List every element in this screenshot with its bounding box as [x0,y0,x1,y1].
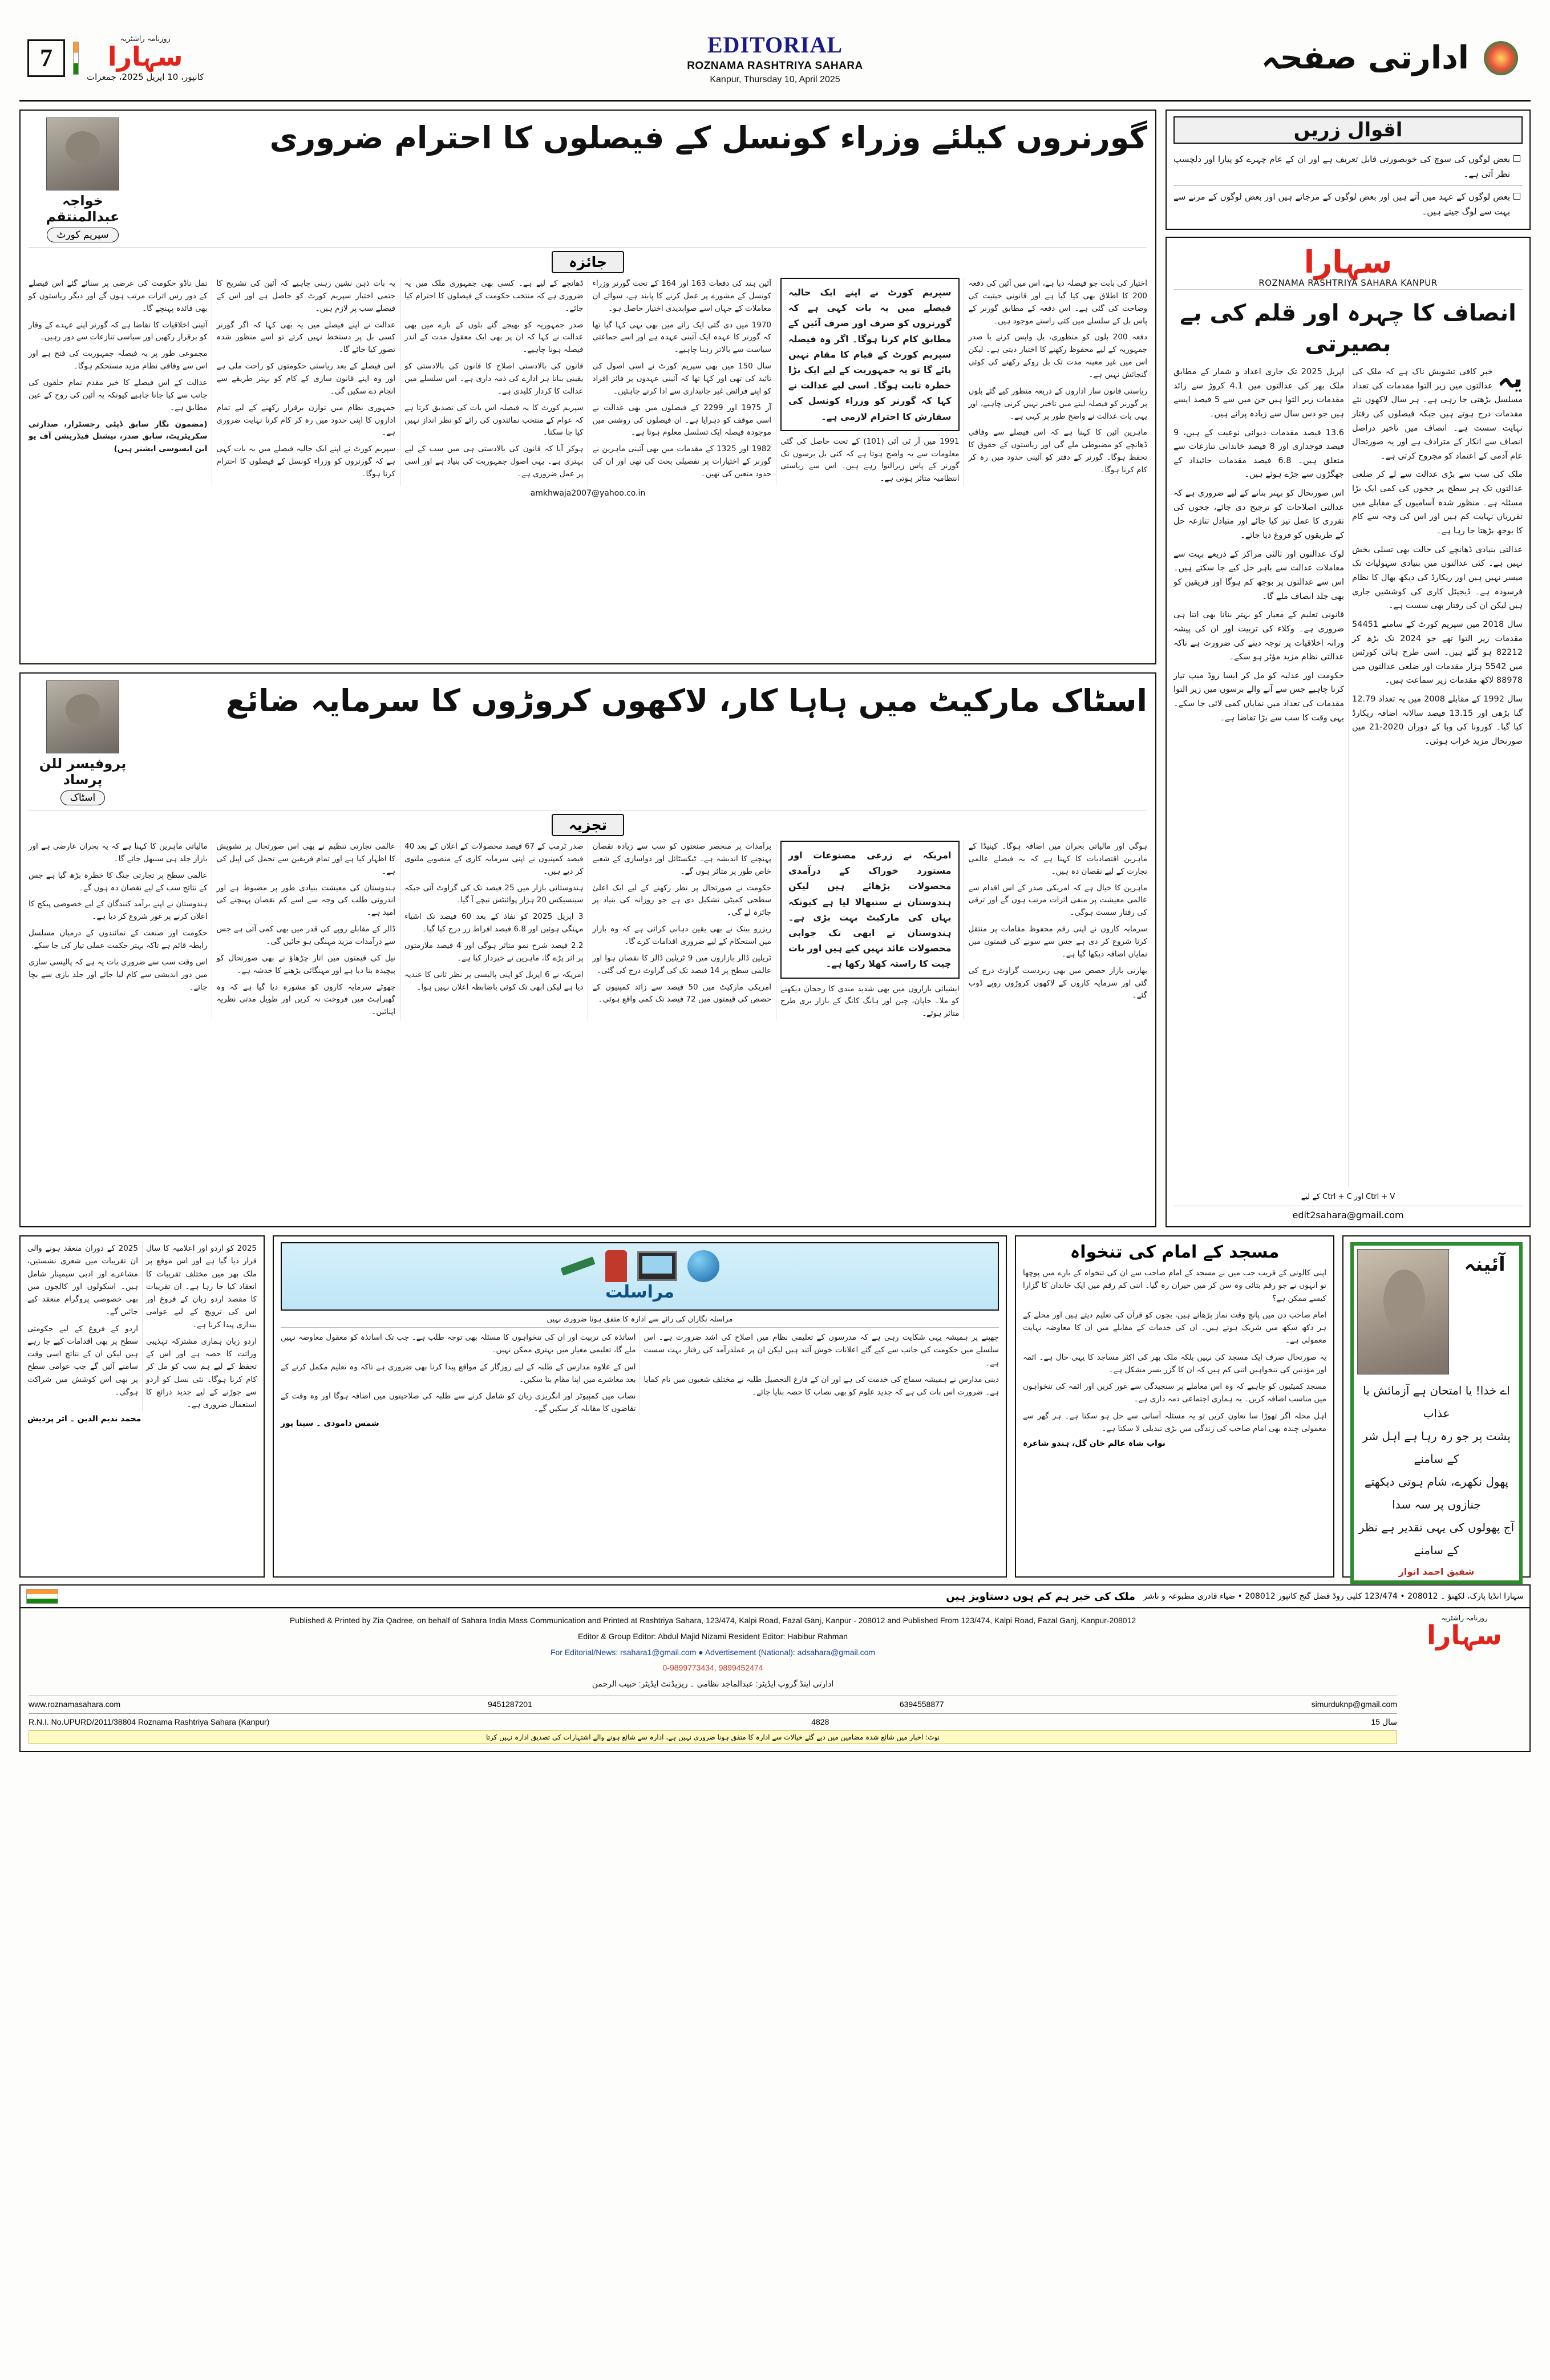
colophon-main [29,1614,1397,1744]
colophon-year: 15 سال [1371,1717,1397,1726]
author-photo [46,117,119,190]
mosque-para: اپنی کالونی کے قریب جب میں نے مسجد کے امام صاحب سے ان کی تنخواہ کے بارے میں پوچھا تو انہوں نے جو رقم بتائی وہ سن کر میں حیران رہ گیا۔ اتنی کم رقم میں ایک خاندان کا گزارا کیسے ممکن ہے؟ [1023,1268,1326,1303]
article2-para: ماہرین کا خیال ہے کہ امریکی صدر کے اس اقدام سے عالمی معیشت پر منفی اثرات مرتب ہوں گے اور ترقی کی رفتار سست ہوگی۔ [968,883,1147,918]
article1-para: دفعہ 200 بلوں کو منظوری، بل واپس کرنے یا صدر جمہوریہ کے لیے محفوظ رکھنے کا اختیار دیتی ہے۔ لیکن اس میں غیر معینہ مدت تک بل روکے رکھنے کی کوئی گنجائش نہیں ہے۔ [968,333,1147,380]
editorial-brand-sub: ROZNAMA RASHTRIYA SAHARA KANPUR [1258,278,1438,288]
footer-address: سہارا انڈیا پارک، لکھنؤ ۔ 208012 • 123/474 کلپی روڈ فضل گنج کانپور 208012 • ضیاء قادری مطبوعہ و ناشر [1143,1592,1524,1601]
author-tag: اسٹاک [60,790,106,805]
article1-para: 1982 اور 1325 کے مقدمات میں بھی آئینی ماہرین نے گورنر کے اختیارات پر تفصیلی بحث کی تھی اور ان کی حدود متعین کی تھیں۔ [592,444,772,479]
colophon-logo-urdu: سہارا [1427,1620,1502,1651]
article1-para: مجموعی طور پر یہ فیصلہ جمہوریت کی فتح ہے اور اس سے وفاقی نظام مزید مستحکم ہوگا۔ [29,349,208,371]
masthead-date: کانپور، 10 اپریل 2025، جمعرات [87,72,204,82]
editorial-para [1352,365,1523,463]
article2-para: چھوٹے سرمایہ کاروں کو مشورہ دیا گیا ہے کہ وہ گھبراہٹ میں فروخت نہ کریں اور طویل مدتی نظریہ اپنائیں۔ [216,982,395,1017]
aaina-poem [1357,1379,1516,1562]
article1-para: ماہرین آئین کا کہنا ہے کہ اس فیصلے سے وفاقی ڈھانچے کو مضبوطی ملے گی اور ریاستوں کے حقوق کا تحفظ ہوگا۔ گورنر کے دفتر کو آئینی حدود میں رہ کر کام کرنا ہوگا۔ [968,428,1147,475]
editorial-box [1165,237,1531,1227]
article2-para: عالمی تجارتی تنظیم نے بھی اس صورتحال پر تشویش کا اظہار کیا ہے اور تمام فریقین سے تحمل کی اپیل کی ہے۔ [216,842,395,876]
editorial-para: اپریل 2025 تک جاری اعداد و شمار کے مطابق ملک بھر کی عدالتوں میں 4.1 کروڑ سے زائد مقدمات زیر التوا ہیں جن میں سے 5 فیصد ایسے ہیں جو دس سال سے زیادہ پرانے ہیں۔ [1173,367,1344,419]
editorial-shortcut-note: Ctrl + V اور Ctrl + C کے لیے [1301,1193,1395,1201]
footer-slogan: ملک کی خبر ہم کم ہوں دستاویز ہیں [946,1590,1135,1603]
article1-credit: (مضمون نگار سابق ڈپٹی رجسٹرار، صدارتی سکریٹریٹ، سابق صدر، نیشنل فیڈریشن آف یو این ایسوسی ایشنز ہیں) [29,419,208,454]
colophon-issue: 4828 [811,1717,829,1727]
footer-strip [19,1584,1531,1608]
article1-para: یہ بات ذہن نشین رہنی چاہیے کہ آئین کی تشریح کا حتمی اختیار سپریم کورٹ کو حاصل ہے اور اس کے فیصلے سب پر لازم ہیں۔ [216,279,395,313]
letter-para: چھپنے پر ہمیشہ یہی شکایت رہی ہے کہ مدرسوں کے تعلیمی نظام میں اصلاح کی اشد ضرورت ہے۔ اس سلسلے میں حکومت کی جانب سے کیے گئے اعلانات خوش آئند ہیں لیکن ان پر عملدرآمد کی رفتار بہت سست ہے۔ [644,1333,999,1368]
article1-para: سال 150 میں بھی سپریم کورٹ نے اسی اصول کی تائید کی تھی اور کہا تھا کہ آئینی عہدوں پر فائز افراد کو اپنے فرائض غیر جانبداری سے ادا کرنے چاہئیں۔ [592,362,771,396]
colophon-rni-row [29,1696,1397,1709]
editorial-dropcap: یہ [1497,363,1523,394]
editorial-para: قانونی تعلیم کے معیار کو بہتر بنانا بھی اتنا ہی ضروری ہے۔ وکلاء کی تربیت اور ان کی پیشہ ورانہ اخلاقیات پر توجہ دینے کی ضرورت ہے تاکہ عدالتی نظام مزید مؤثر ہو سکے۔ [1173,610,1344,662]
editorial-para-text: خبر کافی تشویش ناک ہے کہ ملک کی عدالتوں میں زیر التوا مقدمات کی تعداد مسلسل بڑھتی جا رہی ہے۔ ہر سال لاکھوں نئے مقدمات درج ہوتے ہیں جبکہ فیصلوں کی رفتار نہایت سست ہے۔ انصاف میں تاخیر دراصل انصاف سے انکار کے مترادف ہے اور یہ صورتحال عام آدمی کے اعتماد کو مجروح کرتی ہے۔ [1352,367,1523,461]
editorial-para: حکومت اور عدلیہ کو مل کر ایسا روڈ میپ تیار کرنا چاہیے جس سے آنے والے برسوں میں زیر التوا مقدمات کی تعداد میں نمایاں کمی لائی جا سکے۔ یہی وقت کا سب سے بڑا تقاضا ہے۔ [1173,671,1344,723]
mosque-body [1023,1267,1326,1435]
letters-icons [286,1250,993,1282]
divider [281,1327,999,1328]
colophon-logo [1407,1614,1521,1651]
quotes-box [1165,110,1531,230]
editorial-title: EDITORIAL [707,31,843,58]
aaina-frame [1350,1242,1523,1584]
article2-para: 3 اپریل 2025 کو نفاذ کے بعد 60 فیصد تک اشیاء مہنگی ہوئیں اور 6.8 فیصد افراط زر درج کیا گیا۔ [404,912,584,934]
aaina-title: آئینہ [1464,1253,1506,1276]
article2-para: سرمایہ کاروں نے اپنی رقم محفوظ مقامات پر منتقل کرنا شروع کر دی ہے جس سے سونے کی قیمتوں میں نمایاں اضافہ دیکھا گیا ہے۔ [968,925,1147,959]
mosque-signature: نواب شاہ عالم خان گل، ہندو شاعرہ [1023,1439,1165,1449]
author-name: خواجہ عبدالمنتقم [46,193,120,225]
article1-para: آر 1975 اور 2299 کے فیصلوں میں بھی عدالت نے اسی موقف کو دہرایا ہے۔ ان فیصلوں کی روشنی میں موجودہ فیصلہ ایک تسلسل معلوم ہوتا ہے۔ [592,403,772,437]
article2-author [29,680,137,805]
article1-author [29,117,137,242]
article-stockmarket [19,672,1156,1227]
editorial-brand-urdu: سہارا [1304,244,1393,280]
masthead-logo-urdu: سہارا [107,41,183,72]
poem-line: آج پھولوں کی یہی تقدیر ہے نظر کے سامنے [1358,1521,1515,1557]
colophon-disclaimer: نوٹ: اخبار میں شائع شدہ مضامین میں دیے گئے خیالات سے ادارہ کا متفق ہونا ضروری نہیں ہے، ادارہ سے شائع ہونے والے اشتہارات کی تصدیق ادارہ نہیں کرتا [29,1730,1397,1744]
article2-para: عالمی سطح پر تجارتی جنگ کا خطرہ بڑھ گیا ہے جس کے نتائج سب کے لیے نقصان دہ ہوں گے۔ [29,870,208,893]
article1-para: ڈھانچے کے لیے ہے۔ کسی بھی جمہوری ملک میں یہ ضروری ہے کہ منتخب حکومت کے فیصلوں کا احترام کیا جائے۔ [404,279,584,313]
poetry-signature: محمد ندیم الدین ۔ اتر پردیش [27,1414,141,1424]
author-photo [46,680,119,753]
flag-icon [73,42,79,75]
article1-para: اختیار کی بابت جو فیصلہ دیا ہے، اس میں آئین کی دفعہ 200 کا اطلاق بھی کیا گیا ہے اور قانونی حیثیت کی وضاحت کی گئی ہے۔ اس دفعہ کے مطابق گورنر کے پاس بل کے سلسلے میں کئی راستے موجود ہیں۔ [968,279,1147,326]
letters-column [273,1235,1007,1578]
aaina-author: شفیق احمد انوار [1398,1566,1475,1577]
masthead-logo [87,34,204,82]
article1-para: سپریم کورٹ نے اپنے ایک حالیہ فیصلے میں یہ بات کہی ہے کہ گورنروں کو وزراء کونسل کے فیصلوں کا احترام کرنا ہوگا۔ [216,444,395,479]
masthead [19,16,1531,102]
article2-para: ریزرو بینک نے بھی یقین دہانی کرائی ہے کہ وہ بازار میں استحکام کے لیے ضروری اقدامات کرے گا۔ [592,925,771,947]
article1-body [29,278,1147,485]
colophon-rni: R.N.I. No.UPURD/2011/38804 Roznama Rashtriya Sahara (Kanpur) [29,1717,270,1727]
poem-line: اے خدا! یا امتحان ہے آزمائش یا عذاب [1363,1384,1510,1420]
article1-para: سپریم کورٹ کا یہ فیصلہ اس بات کی تصدیق کرتا ہے کہ عوام کے منتخب نمائندوں کی رائے کو نظر انداز نہیں کیا جا سکتا۔ [404,403,584,437]
monitor-icon [637,1251,677,1281]
article2-para: بھارتی بازار حصص میں بھی زبردست گراوٹ درج کی گئی اور سرمایہ کاروں کے لاکھوں کروڑوں روپے ڈوب گئے۔ [968,966,1147,1000]
sunburst-icon [1484,41,1518,75]
article1-para: عدالت کے اس فیصلے کا خیر مقدم تمام حلقوں کی جانب سے کیا جانا چاہیے کیونکہ یہ آئین کی روح کے عین مطابق ہے۔ [29,378,208,412]
masthead-logo-sub: روزنامہ راشٹریہ [120,35,171,43]
editorial-para: سال 1992 کے مقابلے 2008 میں یہ تعداد 12.79 گنا بڑھی اور 13.15 فیصد سالانہ اضافہ ریکارڈ کیا گیا۔ کورونا کی وبا کے دوران 2020-21 میں صورتحال مزید خراب ہوئی۔ [1352,695,1523,747]
editorial-para: ملک کی سب سے بڑی عدالت سے لے کر ضلعی عدالتوں تک ہر سطح پر ججوں کی کمی ایک بڑا مسئلہ ہے۔ منظور شدہ آسامیوں کے مقابلے میں تقرریاں نہایت کم ہیں اور اس کی وجہ سے کام کا بوجھ بڑھتا جا رہا ہے۔ [1352,470,1523,536]
editorial-headline: انصاف کا چہرہ اور قلم کی بے بصیرتی [1180,300,1516,357]
mosque-para: امام صاحب دن میں پانچ وقت نماز پڑھاتے ہیں، بچوں کو قرآن کی تعلیم دیتے ہیں اور محلے کے ہر دکھ سکھ میں شریک ہوتے ہیں۔ ان کی خدمات کے مقابلے میں ان کا معاوضہ نہایت معمولی ہے۔ [1023,1310,1326,1345]
letters-signature: شمس دامودی ۔ سیتا پور [281,1418,379,1428]
article2-category: تجزیہ [552,814,624,836]
page-number: 7 [27,39,65,77]
article2-para: حکومت اور صنعت کے نمائندوں کے درمیان مسلسل رابطہ قائم ہے تاکہ بہتر حکمت عملی تیار کی جا سکے. [29,929,208,951]
article2-para: حکومت نے صورتحال پر نظر رکھنے کے لیے ایک اعلیٰ سطحی کمیٹی تشکیل دی ہے جو روزانہ کی بنیاد پر جائزہ لے گی۔ [592,883,771,918]
poetry-para: اردو کے فروغ کے لیے حکومتی سطح پر بھی اقدامات کیے جا رہے ہیں لیکن ان کے نتائج اسی وقت سامنے آئیں گے جب عوامی سطح پر بھی اس کوشش میں شراکت ہوگی۔ [27,1324,138,1397]
article2-para: ہندوستان کی معیشت بنیادی طور پر مضبوط ہے اور اندرونی طلب کی وجہ سے اسے کم نقصان پہنچنے کی امید ہے۔ [216,883,395,918]
article2-para: ایشیائی بازاروں میں بھی شدید مندی کا رجحان دیکھنے کو ملا۔ جاپان، چین اور ہانگ کانگ کے بازار بری طرح متاثر ہوئے۔ [780,984,960,1019]
poem-line: پھول نکھرے، شام ہوتی دیکھتے جنازوں پر سہ سدا [1364,1475,1509,1511]
colophon-editors: Editor & Group Editor: Abdul Majid Nizami Resident Editor: Habibur Rahman [577,1631,848,1641]
article2-para: برآمدات پر منحصر صنعتوں کو سب سے زیادہ نقصان پہنچنے کا اندیشہ ہے۔ ٹیکسٹائل اور دواسازی کے شعبے خاص طور پر متاثر ہوں گے۔ [592,842,771,876]
letter-para: نصاب میں کمپیوٹر اور انگریزی زبان کو شامل کرنے سے طلبہ کی صلاحیتوں میں اضافہ ہوگا اور وہ وقت کے تقاضوں کا مقابلہ کر سکیں گے۔ [281,1392,636,1414]
masthead-center [339,31,1211,85]
article1-email[interactable]: amkhwaja2007@yahoo.co.in [530,489,646,498]
article2-header [29,680,1147,810]
article2-title: اسٹاک مارکیٹ میں ہاہا کار، لاکھوں کروڑوں کا سرمایہ ضائع [225,683,1147,719]
article2-para: تیل کی قیمتوں میں اتار چڑھاؤ نے بھی صورتحال کو پیچیدہ بنا دیا ہے اور مہنگائی بڑھنے کا خدشہ ہے۔ [216,953,395,975]
editorial-brand [1173,244,1523,290]
article2-para: ڈالر کے مقابلے روپے کی قدر میں بھی کمی آئی ہے جس سے درآمدات مزید مہنگی ہو جائیں گی۔ [216,925,395,947]
article1-pullquote: سپریم کورٹ نے اپنے ایک حالیہ فیصلے میں یہ بات کہی ہے کہ گورنروں کو صرف اور صرف آئین کے مطابق کام کرنا ہوگا۔ اگر وہ فیصلہ سپریم کورٹ کے قیام کا مقام نہیں پائے گا تو یہ جمہوریت کے لیے ایک بڑا خطرہ ثابت ہوگا۔ اسی لیے عدالت نے کہا کہ گورنر کو وزراء کونسل کی سفارش کا احترام لازمی ہے۔ [780,278,960,431]
author-tag: سپریم کورٹ [47,228,118,242]
article2-para: ہندوستان نے اپنے برآمد کنندگان کے لیے خصوصی پیکج کا اعلان کرنے پر غور شروع کر دیا ہے۔ [29,899,208,922]
left-zone [19,110,1156,1227]
aaina-column [1342,1235,1531,1578]
postbox-icon [605,1250,627,1282]
article2-para: امریکہ نے 6 اپریل کو اپنی پالیسی پر نظر ثانی کا عندیہ دیا ہے لیکن ابھی تک کوئی باضابطہ اعلان نہیں ہوا۔ [404,970,584,992]
colophon-website[interactable]: www.roznamasahara.com [29,1699,121,1709]
article2-para: امریکی مارکیٹ میں 50 فیصد سے زائد کمپنیوں کے حصص کی قیمتوں میں 72 فیصد تک کمی واقع ہوئی۔ [592,982,771,1004]
poetry-para: 2025 کے دوران منعقد ہونے والی ان تقریبات میں شعری نشستیں، مشاعرے اور ادبی سیمینار شامل ہیں۔ اسکولوں اور کالجوں میں بھی خصوصی پروگرام منعقد کیے جائیں گے۔ [27,1244,138,1317]
letters-banner-title: مراسلت [605,1282,675,1302]
article1-para: آئین ہند کی دفعات 163 اور 164 کے تحت گورنر وزراء کونسل کے مشورے پر عمل کرنے کا پابند ہے، سوائے ان معاملات کے جہاں اسے صوابدیدی اختیار حاصل ہو۔ [592,279,772,313]
quote-item: بعض لوگوں کی سوچ کی خوبصورتی قابل تعریف ہے اور ان کے عام چہرے کو پیارا اور دلچسپ نظر آتی ہے۔ [1173,148,1523,186]
article1-para: آئینی اخلاقیات کا تقاضا ہے کہ گورنر اپنے عہدے کے وقار کو برقرار رکھیں اور سیاسی تنازعات سے دور رہیں۔ [29,320,208,342]
article1-category: جائزہ [552,251,624,273]
article1-para: تمل ناڈو حکومت کی عرضی پر سنائے گئے اس فیصلے کے دور رس اثرات مرتب ہوں گے اور دیگر ریاستوں کو بھی فائدہ پہنچے گا۔ [29,279,208,313]
right-rail [1165,110,1531,1227]
editorial-email[interactable]: edit2sahara@gmail.com [1173,1206,1523,1221]
flag-icon [26,1589,58,1604]
globe-icon [687,1250,719,1282]
article1-para: ریاستی قانون ساز اداروں کے ذریعہ منظور کیے گئے بلوں پر گورنر کو فیصلہ لینے میں تاخیر نہیں کرنی چاہیے، اور یہی بات عدالت نے واضح طور پر کہی ہے۔ [968,386,1147,421]
body-grid [19,110,1531,1227]
article1-para: جمہوری نظام میں توازن برقرار رکھنے کے لیے تمام اداروں کا اپنی حدود میں رہ کر کام کرنا نہایت ضروری ہے۔ [216,403,395,437]
pen-icon [560,1256,595,1276]
article2-para: مالیاتی ماہرین کا کہنا ہے کہ یہ بحران عارضی ہے اور بازار جلد ہی سنبھل جائے گا۔ [29,842,208,863]
article2-para: صدر ٹرمپ کے 67 فیصد محصولات کے اعلان کے بعد 40 فیصد کمپنیوں نے اپنی سرمایہ کاری کے منصوبے ملتوی کر دیے ہیں۔ [404,842,584,876]
poetry-body [27,1242,257,1411]
aaina-photo [1357,1249,1449,1375]
article1-para: اس فیصلے کے بعد ریاستی حکومتوں کو راحت ملی ہے اور وہ اپنے قانون سازی کے کام کو بہتر طریقے سے انجام دے سکیں گی۔ [216,362,395,396]
colophon-published: Published & Printed by Zia Qadree, on behalf of Sahara India Mass Communication and Printed at Rashtriya Sahara, 123/474, Kalpi Road, Fazal Ganj, Kanpur - 208012 and Published From 123/474, Kalpi Road, Fazal Ganj, Kanpur-208012 [289,1616,1136,1625]
poetry-para: اردو زبان ہماری مشترکہ تہذیبی وراثت کا حصہ ہے اور اس کے تحفظ کے لیے ہم سب کو مل کر کام کرنا ہوگا۔ نئی نسل کو اردو سے جوڑنے کے لیے جدید ذرائع کا استعمال ضروری ہے۔ [146,1336,257,1410]
editorial-para: سال 2018 میں سپریم کورٹ کے سامنے 54451 مقدمات زیر التوا تھے جو 2024 تک بڑھ کر 82212 ہو گئے ہیں۔ اسی طرح ہائی کورٹس میں 5542 ہزار مقدمات اور ضلعی عدالتوں میں 88978 لاکھ مقدمات زیر سماعت ہیں۔ [1352,619,1523,686]
article1-header [29,117,1147,248]
poetry-para: 2025 کو اردو اور اعلامیہ کا سال قرار دیا گیا ہے اور اس موقع پر ملک بھر میں مختلف تقریبات کا انعقاد کیا جا رہا ہے۔ ان تقریبات کا مقصد اردو زبان کے فروغ اور اس کی ترویج کے لیے عوامی بیداری پیدا کرنا ہے۔ [146,1244,257,1329]
editorial-para: اس صورتحال کو بہتر بنانے کے لیے ضروری ہے کہ عدالتی اصلاحات کو ترجیح دی جائے، ججوں کی تقرری کا عمل تیز کیا جائے اور متبادل تنازعہ حل کے طریقوں کو فروغ دیا جائے۔ [1173,489,1344,541]
article1-para: 1991 میں آر ٹی آئی (101) کے تحت حاصل کی گئی معلومات سے یہ واضح ہوتا ہے کہ کئی بل برسوں تک گورنر کے پاس زیرالتوا رہے ہیں۔ اس سے ریاستی انتظامیہ متاثر ہوتی ہے۔ [780,436,960,484]
article1-title: گورنروں کیلئے وزراء کونسل کے فیصلوں کا احترام ضروری [269,120,1147,156]
mosque-column [1015,1235,1334,1578]
mosque-title: مسجد کے امام کی تنخواہ [1070,1242,1280,1262]
article2-para: ہندوستانی بازار میں 25 فیصد تک کی گراوٹ آئی جبکہ سینسیکس 20 ہزار پوائنٹس نیچے آ گیا۔ [404,883,584,905]
colophon-urdu-names: ادارتی اینڈ گروپ ایڈیٹر: عبدالماجد نظامی ۔ ریزیڈنٹ ایڈیٹر: حبیب الرحمن [592,1679,834,1689]
urdu-section-title: ادارتی صفحہ [1261,39,1469,76]
article2-pullquote: امریکہ نے زرعی مصنوعات اور مستورد خوراک کے درآمدی محصولات بڑھائے ہیں لیکن ہندوستان نے سنبھالا لیا ہے کیونکہ یہاں کی مارکیٹ بہت بڑی ہے۔ ہندوستان نے ابھی تک جوابی محصولات عائد نہیں کیے ہیں اور بات چیت کا راستہ کھلا رکھا ہے۔ [780,841,960,979]
colophon-phone3: 6394558877 [899,1699,944,1709]
poem-line: پشت پر جو رہ رہا ہے اہل شر کے سامنے [1362,1429,1511,1466]
letters-note: مراسلہ نگاران کی رائے سے ادارہ کا متفق ہونا ضروری نہیں [547,1315,733,1324]
article1-para: عدالت نے اپنے فیصلے میں یہ بھی کہا کہ اگر گورنر کسی بل پر دستخط نہیں کرتے تو اسے منظور شدہ تصور کیا جائے گا۔ [216,320,395,355]
author-name: پروفیسر للن پرساد [39,756,127,788]
masthead-left [19,34,339,82]
editorial-body [1173,365,1523,1187]
editorial-dateline: Kanpur, Thursday 10, April 2025 [710,74,840,84]
editorial-para: لوک عدالتوں اور ثالثی مراکز کے ذریعے بہت سے معاملات عدالت سے باہر حل کیے جا سکتے ہیں۔ اس سے عدالتوں پر بوجھ کم ہوگا اور فریقین کو بھی جلد انصاف ملے گا۔ [1173,549,1344,601]
letter-para: اس کے علاوہ مدارس کے طلبہ کے لیے روزگار کے مواقع پیدا کرنا بھی ضروری ہے تاکہ وہ تعلیم مکمل کرنے کے بعد معاشرے میں اپنا مقام بنا سکیں۔ [281,1362,636,1384]
editorial-subtitle: ROZNAMA RASHTRIYA SAHARA [687,59,863,72]
letter-para: دینی مدارس نے ہمیشہ سماج کی خدمت کی ہے اور ان کے فارغ التحصیل طلبہ نے مختلف شعبوں میں نام کمایا ہے۔ ضرورت اس بات کی ہے کہ جدید علوم کو بھی نصاب کا حصہ بنایا جائے۔ [644,1375,999,1397]
quotes-title: اقوال زریں [1173,116,1523,144]
mosque-para: اہل محلہ اگر تھوڑا سا تعاون کریں تو یہ مسئلہ آسانی سے حل ہو سکتا ہے۔ ہر گھر سے معمولی چندہ بھی امام صاحب کی زندگی میں بڑی تبدیلی لا سکتا ہے۔ [1023,1411,1326,1433]
article2-para: 2.2 فیصد شرح نمو متاثر ہوگی اور 4 فیصد ملازمتوں پر اثر پڑے گا، ماہرین نے خبردار کیا ہے۔ [404,941,584,963]
article2-para: ٹریلین ڈالر بازاروں میں 9 ٹریلین ڈالر کا نقصان ہوا اور عالمی سطح پر 14 فیصد تک کی گراوٹ درج کی گئی۔ [592,953,772,975]
letters-body [281,1331,999,1416]
colophon [19,1608,1531,1752]
colophon-logo-sub: روزنامہ راشٹریہ [1441,1614,1488,1622]
article2-para: اس وقت سب سے ضروری بات یہ ہے کہ پالیسی سازی میں دور اندیشی سے کام لیا جائے اور جلد بازی سے بچا جائے۔ [29,957,208,992]
article-governors [19,110,1156,664]
poetry-column [19,1235,265,1578]
article2-para: ہوگی اور مالیاتی بحران میں اضافہ ہوگا۔ کینیڈا کے ماہرین اقتصادیات کا کہنا ہے کہ یہ فیصلے عالمی تجارت کے لیے نقصان دہ ہیں۔ [968,842,1147,876]
lower-section [19,1235,1531,1578]
article1-para: ہوکر آیا کہ قانون کی بالادستی ہی میں سب کے لیے بہتری ہے۔ یہی اصول جمہوریت کی بنیاد ہے اور اسی پر عمل ضروری ہے۔ [404,444,584,479]
article2-body [29,841,1147,1020]
mosque-para: یہ صورتحال صرف ایک مسجد کی نہیں بلکہ ملک بھر کی اکثر مساجد کا یہی حال ہے۔ ائمہ اور مؤذنین کی تنخواہیں اتنی کم ہیں کہ ان کا گزر بسر مشکل ہے۔ [1023,1352,1326,1375]
quote-item: بعض لوگوں کے عہد میں آتے ہیں اور بعض لوگوں کے مرجاتے ہیں اور بعض لوگوں کے مرنے سے بہت سے لوگ جیتے ہیں۔ [1173,186,1523,223]
colophon-rni-row2 [29,1713,1397,1727]
letters-banner [281,1242,999,1311]
colophon-phones: 0-9899773434, 9899452474 [662,1663,763,1673]
masthead-right [1211,39,1531,76]
mosque-para: مسجد کمیٹیوں کو چاہیے کہ وہ اس معاملے پر سنجیدگی سے غور کریں اور ائمہ کی تنخواہوں میں مناسب اضافہ کریں۔ یہ ہماری اجتماعی ذمہ داری ہے۔ [1023,1382,1326,1404]
article1-para: 1970 میں دی گئی ایک رائے میں بھی یہی کہا گیا تھا کہ گورنر کا عہدہ ایک آئینی عہدہ ہے اور اسے جماعتی سیاست سے بالاتر رہنا چاہیے۔ [592,320,771,355]
editorial-para: 13.6 فیصد مقدمات دیوانی نوعیت کے ہیں، 9 فیصد فوجداری اور 8 فیصد خاندانی تنازعات سے متعلق ہیں۔ 6.8 فیصد مقدمات جائیداد کے جھگڑوں سے جڑے ہوئے ہیں۔ [1173,428,1345,480]
colophon-phone2: 9451287201 [488,1699,532,1709]
editorial-para: عدالتی بنیادی ڈھانچے کی حالت بھی تسلی بخش نہیں ہے۔ کئی عدالتوں میں بنیادی سہولیات تک میسر نہیں ہیں اور ریکارڈ کی دیکھ بھال کا نظام فرسودہ ہے۔ ڈیجیٹل کاری کی کوششیں جاری ہیں لیکن ان کی رفتار بھی سست ہے۔ [1352,545,1523,611]
article1-para: قانون کی بالادستی اصلاح کا قانون کی بالادستی کو یقینی بنانا ہر ادارے کی ذمہ داری ہے۔ اس سلسلے میں عدالت کا کردار کلیدی ہے۔ [404,362,584,396]
letter-para: اساتذہ کی تربیت اور ان کی تنخواہوں کا مسئلہ بھی توجہ طلب ہے۔ جب تک اساتذہ کو معقول معاوضہ نہیں ملے گا، تعلیمی معیار میں بہتری ممکن نہیں۔ [281,1333,636,1355]
colophon-contacts: For Editorial/News: rsahara1@gmail.com ● Advertisement (National): adsahara@gmail.com [550,1647,876,1657]
article1-para: صدر جمہوریہ کو بھیجے گئے بلوں کے بارے میں بھی عدالت نے کہا کہ ان پر بھی ایک معقول مدت کے اندر فیصلہ ہونا چاہیے۔ [404,320,584,355]
colophon-simur[interactable]: simurduknp@gmail.com [1311,1699,1397,1709]
